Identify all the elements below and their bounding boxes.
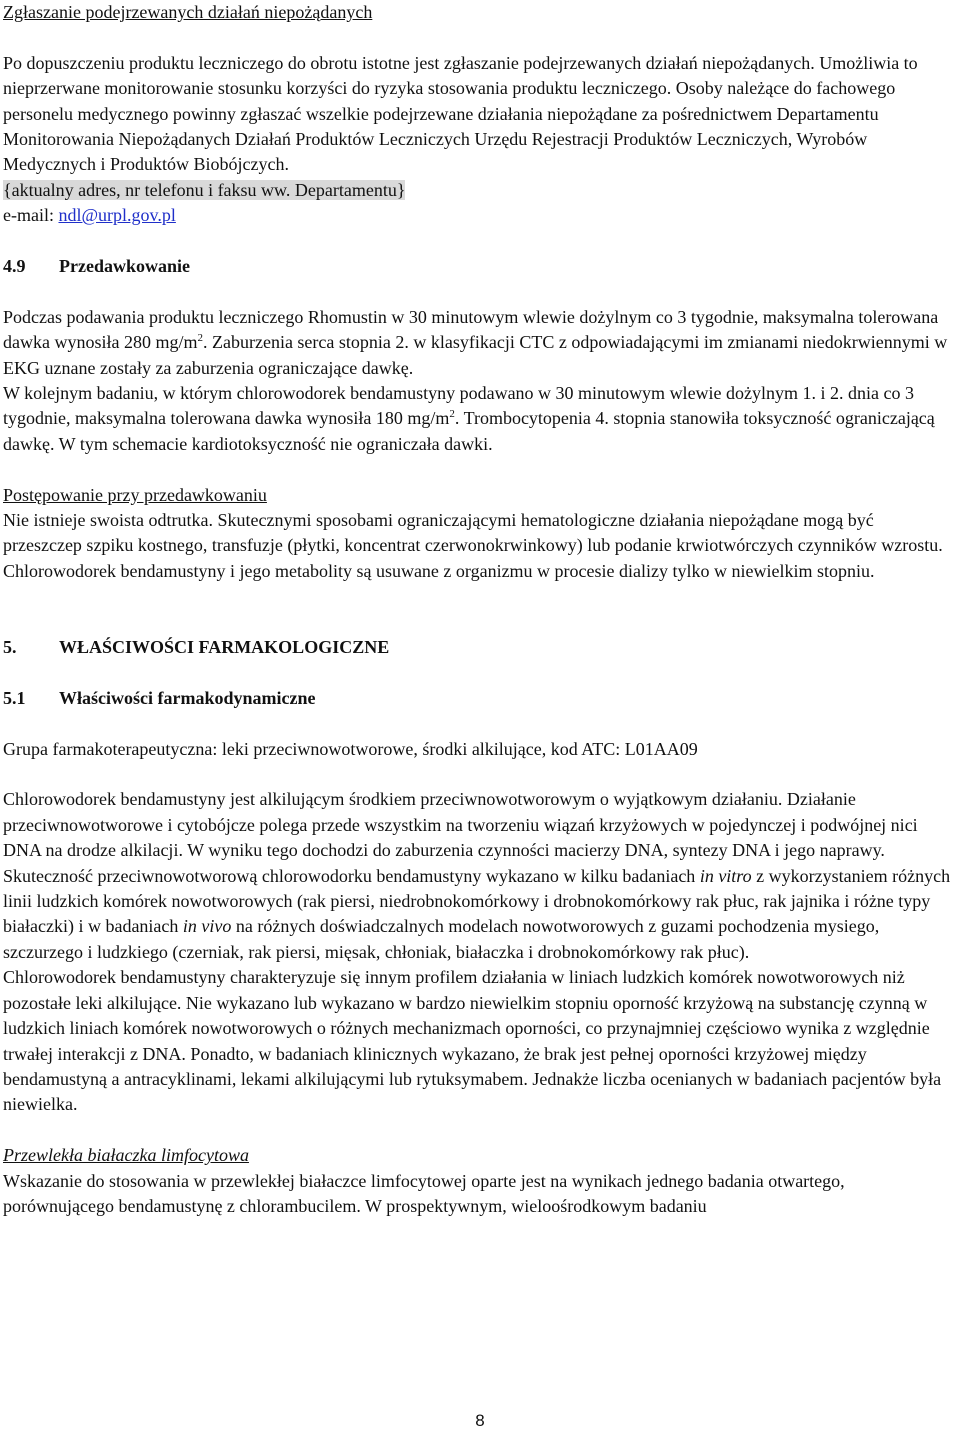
email-link[interactable]: ndl@urpl.gov.pl [58, 205, 176, 226]
reporting-paragraph: Po dopuszczeniu produktu leczniczego do obrotu istotne jest zgłaszanie podejrzewanych działań niepożądanych. Umożliwia to nieprzerwane monitorowanie stosunku korzyści do ryzyka stosowania produktu leczniczego. Osoby należące do fachowego personelu medycznego powinny zgłaszać wszelkie podejrzewane działania niepożądane za pośrednictwem Departamentu Monitorowania Niepożądanych Działań Produktów Leczniczych Urzędu Rejestracji Produktów Leczniczych, Wyrobów Medycznych i Produktów Biobójczych. [3, 52, 918, 175]
reporting-title: Zgłaszanie podejrzewanych działań niepożądanych [3, 2, 373, 22]
email-line: e-mail: ndl@urpl.gov.pl [3, 205, 176, 226]
overdose-management-title: Postępowanie przy przedawkowaniu [3, 484, 267, 505]
overdose-heading: 4.9 Przedawkowanie [3, 256, 190, 277]
pharmacotherapeutic-group: Grupa farmakoterapeutyczna: leki przeciwnowotworowe, środki alkilujące, kod ATC: L01AA09 [3, 738, 698, 759]
page-number: 8 [475, 1411, 485, 1430]
section-5-1-heading: 5.1 Właściwości farmakodynamiczne [3, 687, 316, 708]
cll-paragraph: Wskazanie do stosowania w przewlekłej białaczce limfocytowej oparte jest na wynikach jednego badania otwartego, porównującego bendamustynę z chlorambucilem. W prospektywnym, wieloośrodkowym badaniu [3, 1170, 845, 1216]
overdose-management-paragraph-1: Nie istnieje swoista odtrutka. Skutecznymi sposobami ograniczającymi hematologiczne działania niepożądane mogą być przeszczep szpiku kostnego, transfuzje (płytki, koncentrat czerwonokrwinkowy) lub podanie krwiotwórczych czynników wzrostu. [3, 510, 943, 556]
cll-title: Przewlekła białaczka limfocytowa [3, 1145, 249, 1166]
address-placeholder: {aktualny adres, nr telefonu i faksu ww. Departamentu} [3, 179, 406, 200]
pharmacodynamics-paragraph-1: Chlorowodorek bendamustyny jest alkilującym środkiem przeciwnowotworowym o wyjątkowym działaniu. Działanie przeciwnowotworowe i cytobójcze polega przede wszystkim na tworzeniu wiązań krzyżowych w pojedynczej i podwójnej nici DNA na drodze alkilacji. W wyniku tego dochodzi do zaburzenia czynności macierzy DNA, syntezy DNA i jego naprawy. Skuteczność przeciwnowotworową chlorowodorku bendamustyny wykazano w kilku badaniach in vitro z wykorzystaniem różnych linii ludzkich komórek nowotworowych (rak piersi, niedrobnokomórkowy i drobnokomórkowy rak płuc, rak jajnika i różne typy białaczki) i w badaniach in vivo na różnych doświadczalnych modelach nowotworowych z guzami pochodzenia mysiego, szczurzego i ludzkiego (czerniak, rak piersi, mięsak, chłoniak, białaczka i drobnokomórkowy rak płuc). [3, 789, 951, 962]
overdose-management-paragraph-2: Chlorowodorek bendamustyny i jego metabolity są usuwane z organizmu w procesie dializy tylko w niewielkim stopniu. [3, 560, 875, 581]
document-page [3, 0, 957, 1219]
overdose-paragraph-2: W kolejnym badaniu, w którym chlorowodorek bendamustyny podawano w 30 minutowym wlewie dożylnym 1. i 2. dnia co 3 tygodnie, maksymalna tolerowana dawka wynosiła 180 $mg/m^2$. Trombocytopenia 4. stopnia stanowiła toksyczność ograniczającą dawkę. W tym schemacie kardiotoksyczność nie ograniczała dawki. [3, 383, 935, 454]
section-5-heading: 5. WŁAŚCIWOŚCI FARMAKOLOGICZNE [3, 637, 390, 658]
overdose-paragraph-1: Podczas podawania produktu leczniczego Rhomustin w 30 minutowym wlewie dożylnym co 3 tygodnie, maksymalna tolerowana dawka wynosiła 280 $mg/m^2$. Zaburzenia serca stopnia 2. w klasyfikacji CTC z odpowiadającymi im zmianami niedokrwiennymi w EKG uznane zostały za zaburzenia ograniczające dawkę. [3, 306, 948, 378]
pharmacodynamics-paragraph-2: Chlorowodorek bendamustyny charakteryzuje się innym profilem działania w liniach ludzkich komórek nowotworowych niż pozostałe leki alkilujące. Nie wykazano lub wykazano w bardzo niewielkim stopniu oporność krzyżową na substancję czynną w ludzkich liniach komórek nowotworowych o różnych mechanizmach oporności, co przynajmniej częściowo wynika z względnie trwałej interakcji z DNA. Ponadto, w badaniach klinicznych wykazano, że brak jest pełnej oporności krzyżowej między bendamustyną a antracyklinami, lekami alkilującymi lub rytuksymabem. Jednakże liczba ocenianych w badaniach pacjentów była niewielka. [3, 967, 942, 1115]
